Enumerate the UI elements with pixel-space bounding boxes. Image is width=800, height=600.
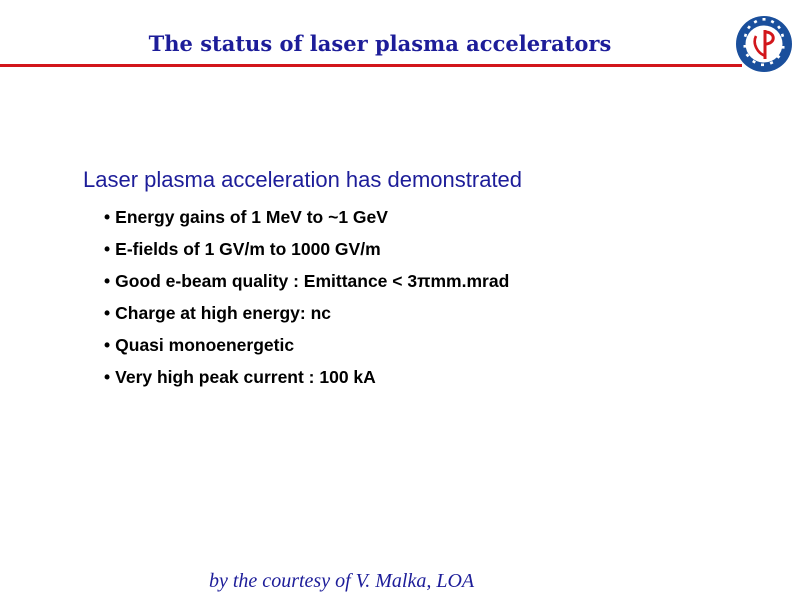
bullet-marker: • [104,207,111,227]
bullet-marker: • [104,239,111,259]
bullet-item [104,236,509,268]
bullet-text: Quasi monoenergetic [115,335,295,355]
title-divider [0,64,742,67]
bullet-item [104,364,509,396]
bullet-marker: • [104,271,111,291]
institute-logo-icon [734,14,794,74]
bullet-list [104,204,509,396]
bullet-item [104,332,509,364]
bullet-marker: • [104,335,111,355]
bullet-text: E-fields of 1 GV/m to 1000 GV/m [115,239,381,259]
bullet-item [104,300,509,332]
bullet-text: Energy gains of 1 MeV to ~1 GeV [115,207,388,227]
bullet-text: Good e-beam quality : Emittance < 3πmm.mrad [115,271,510,291]
bullet-marker: • [104,303,111,323]
slide-title: The status of laser plasma accelerators [148,31,612,56]
bullet-marker: • [104,367,111,387]
bullet-item [104,204,509,236]
bullet-text: Very high peak current : 100 kA [115,367,376,387]
bullet-item [104,268,509,300]
headline: Laser plasma acceleration has demonstrated [83,167,523,192]
credit-line: by the courtesy of V. Malka, LOA [209,570,475,592]
bullet-text: Charge at high energy: nc [115,303,332,323]
